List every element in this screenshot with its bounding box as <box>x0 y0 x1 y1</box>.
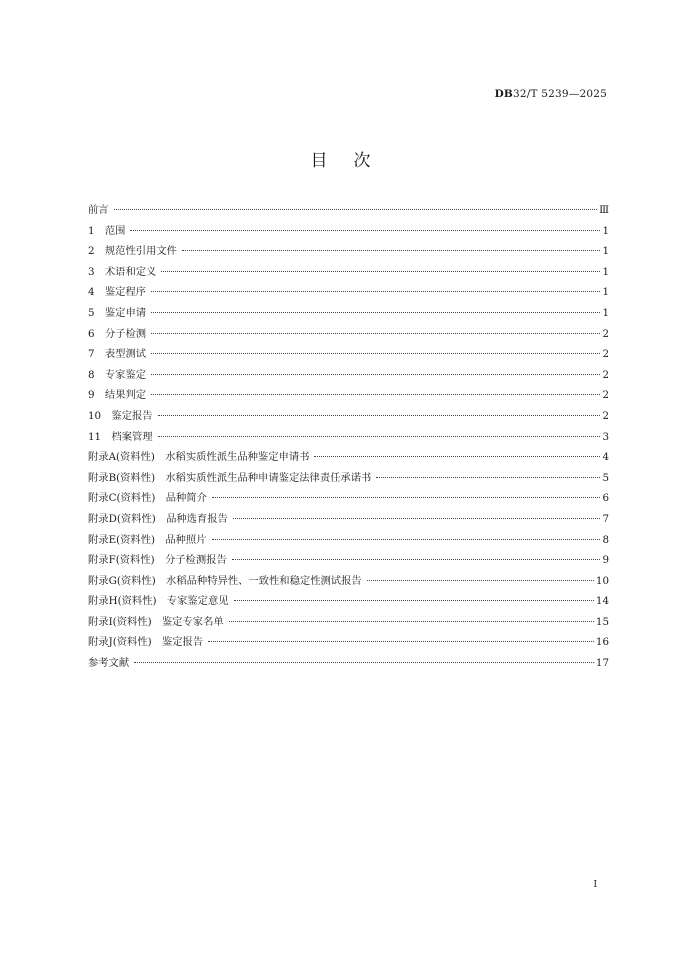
toc-entry-label: 10 鉴定报告 <box>88 409 153 422</box>
toc-leader-dots <box>158 415 601 416</box>
standard-code <box>495 88 607 100</box>
toc-entry-label: 附录I(资料性) 鉴定专家名单 <box>88 615 224 628</box>
toc-entry[interactable] <box>88 282 609 303</box>
toc-entry-label: 附录F(资料性) 分子检测报告 <box>88 554 227 567</box>
toc-entry[interactable] <box>88 365 609 386</box>
toc-leader-dots <box>151 333 600 334</box>
toc-leader-dots <box>234 600 594 601</box>
toc-leader-dots <box>161 271 600 272</box>
toc-leader-dots <box>314 456 600 457</box>
standard-code-number: 32/T 5239—2025 <box>513 88 607 100</box>
toc-entry-page: 8 <box>602 533 609 546</box>
toc-leader-dots <box>151 353 600 354</box>
toc-entry-page: 4 <box>602 451 609 464</box>
toc-title: 目次 <box>310 151 397 171</box>
toc-entry-label: 1 范围 <box>88 224 126 237</box>
toc-entry-page: 1 <box>602 224 609 237</box>
toc-leader-dots <box>208 641 594 642</box>
toc-entry-label: 5 鉴定申请 <box>88 306 147 319</box>
toc-entry-label: 7 表型测试 <box>88 348 147 361</box>
toc-entry[interactable] <box>88 550 609 571</box>
toc-leader-dots <box>151 291 600 292</box>
toc-entry[interactable] <box>88 303 609 324</box>
toc-entry[interactable] <box>88 344 609 365</box>
toc-entry-label: 6 分子检测 <box>88 327 147 340</box>
toc-entry[interactable] <box>88 530 609 551</box>
toc-entry-page: 3 <box>602 430 609 443</box>
toc-entry[interactable] <box>88 488 609 509</box>
toc-leader-dots <box>114 209 597 210</box>
toc-entry-page: 1 <box>602 286 609 299</box>
toc-leader-dots <box>134 662 594 663</box>
toc-entry-page: 7 <box>602 512 609 525</box>
toc-entry[interactable] <box>88 591 609 612</box>
toc-entry[interactable] <box>88 385 609 406</box>
toc-entry-page: Ⅲ <box>599 204 609 216</box>
page-number: Ⅰ <box>593 880 597 890</box>
toc-leader-dots <box>367 580 594 581</box>
toc-entry-page: 1 <box>602 306 609 319</box>
toc-entry-label: 11 档案管理 <box>88 430 153 443</box>
toc-entry-page: 2 <box>602 348 609 361</box>
toc-leader-dots <box>130 230 600 231</box>
toc-entry[interactable] <box>88 653 609 674</box>
toc-entry-label: 附录C(资料性) 品种简介 <box>88 492 207 505</box>
toc-entry-label: 参考文献 <box>88 657 130 670</box>
toc-leader-dots <box>212 539 601 540</box>
toc-entry-label: 4 鉴定程序 <box>88 286 147 299</box>
toc-entry-label: 附录J(资料性) 鉴定报告 <box>88 636 204 649</box>
toc-entry-label: 附录E(资料性) 品种照片 <box>88 533 207 546</box>
toc-entry-page: 16 <box>595 636 609 649</box>
toc-leader-dots <box>229 621 594 622</box>
toc-entry-page: 9 <box>602 554 609 567</box>
toc-entry-page: 17 <box>595 657 609 670</box>
toc-leader-dots <box>182 250 601 251</box>
toc-entry-page: 14 <box>595 595 609 608</box>
toc-entry[interactable] <box>88 200 609 221</box>
toc-list <box>88 200 609 674</box>
toc-entry[interactable] <box>88 427 609 448</box>
toc-entry[interactable] <box>88 468 609 489</box>
toc-entry[interactable] <box>88 571 609 592</box>
toc-entry-page: 15 <box>595 615 609 628</box>
toc-leader-dots <box>233 518 601 519</box>
toc-entry[interactable] <box>88 612 609 633</box>
toc-entry[interactable] <box>88 632 609 653</box>
toc-entry-label: 附录G(资料性) 水稻品种特异性、一致性和稳定性测试报告 <box>88 574 362 587</box>
toc-entry[interactable] <box>88 221 609 242</box>
toc-entry-page: 5 <box>602 471 609 484</box>
toc-entry[interactable] <box>88 406 609 427</box>
toc-entry-page: 2 <box>602 327 609 340</box>
toc-entry-label: 8 专家鉴定 <box>88 368 147 381</box>
toc-entry[interactable] <box>88 324 609 345</box>
toc-entry[interactable] <box>88 509 609 530</box>
toc-entry-page: 10 <box>595 574 609 587</box>
toc-leader-dots <box>151 374 600 375</box>
toc-leader-dots <box>212 497 601 498</box>
toc-entry-page: 1 <box>602 245 609 258</box>
toc-entry-label: 3 术语和定义 <box>88 265 157 278</box>
toc-entry-label: 附录H(资料性) 专家鉴定意见 <box>88 595 229 608</box>
toc-entry[interactable] <box>88 241 609 262</box>
toc-leader-dots <box>158 436 601 437</box>
toc-entry-page: 2 <box>602 368 609 381</box>
toc-entry-label: 前言 <box>88 204 109 216</box>
toc-entry-label: 附录D(资料性) 品种选育报告 <box>88 512 228 525</box>
toc-entry[interactable] <box>88 447 609 468</box>
toc-leader-dots <box>376 477 600 478</box>
toc-entry-page: 1 <box>602 265 609 278</box>
toc-entry-label: 附录A(资料性) 水稻实质性派生品种鉴定申请书 <box>88 451 310 464</box>
toc-entry-page: 2 <box>602 409 609 422</box>
toc-leader-dots <box>232 559 601 560</box>
toc-entry-label: 9 结果判定 <box>88 389 147 402</box>
toc-entry-label: 2 规范性引用文件 <box>88 245 177 258</box>
toc-leader-dots <box>151 394 600 395</box>
toc-entry-page: 2 <box>602 389 609 402</box>
toc-leader-dots <box>151 312 600 313</box>
toc-entry-label: 附录B(资料性) 水稻实质性派生品种申请鉴定法律责任承诺书 <box>88 471 372 484</box>
standard-code-prefix: DB <box>494 88 514 100</box>
toc-entry[interactable] <box>88 262 609 283</box>
toc-entry-page: 6 <box>602 492 609 505</box>
